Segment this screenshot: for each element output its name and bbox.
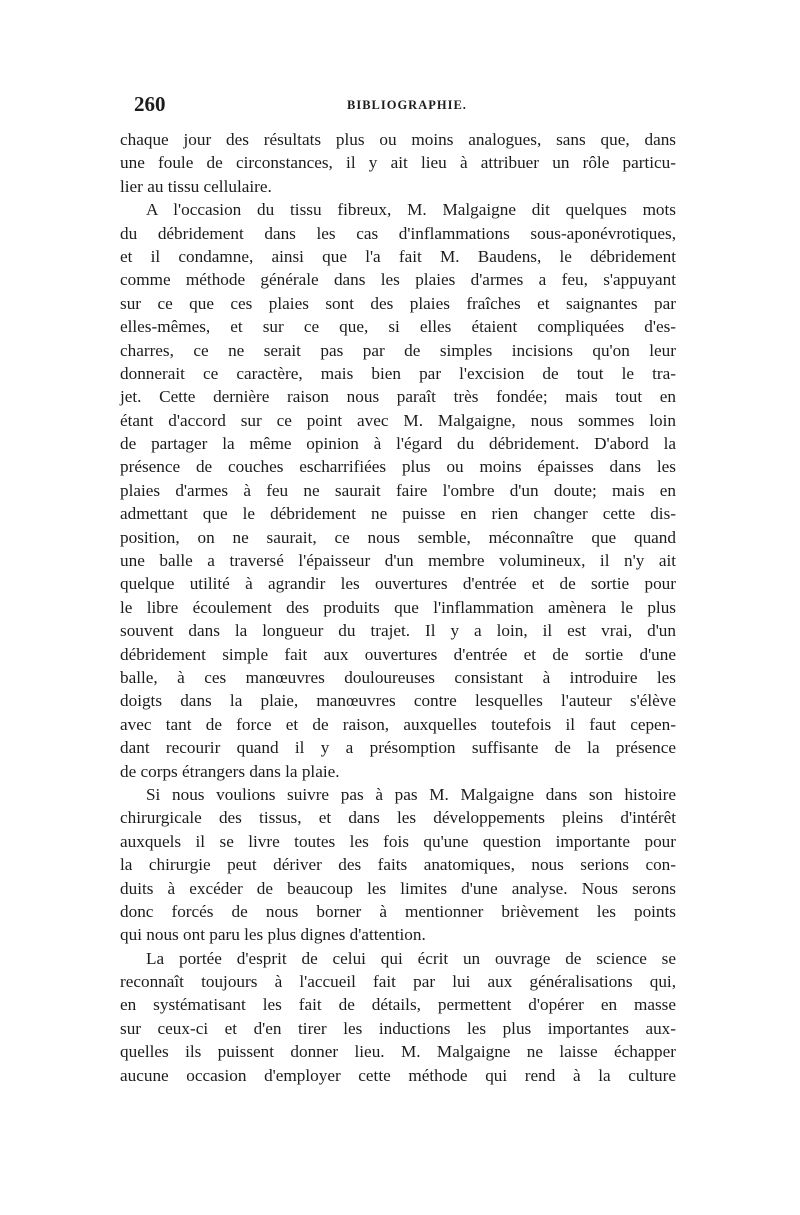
text-line: position, on ne saurait, ce nous semble, méconnaître que quand: [120, 527, 676, 547]
body-text: [120, 128, 676, 1087]
text-line: débridement simple fait aux ouvertures d'entrée et de sortie d'une: [120, 644, 676, 664]
text-line: duits à excéder de beaucoup les limites d'une analyse. Nous serons: [120, 878, 676, 898]
text-line: chaque jour des résultats plus ou moins analogues, sans que, dans: [120, 130, 676, 149]
text-line: présence de couches escharrifiées plus ou moins épaisses dans les: [120, 457, 676, 477]
text-line: plaies d'armes à feu ne saurait faire l'ombre d'un doute; mais en: [120, 480, 676, 500]
text-line: quelles ils puissent donner lieu. M. Malgaigne ne laisse échapper: [120, 1042, 676, 1062]
text-line: charres, ce ne serait pas par de simples incisions qu'on leur: [120, 340, 676, 360]
text-line: qui nous ont paru les plus dignes d'attention.: [120, 925, 426, 945]
text-line: sur ce que ces plaies sont des plaies fraîches et saignantes par: [120, 293, 676, 313]
text-line: dant recourir quand il y a présomption suffisante de la présence: [120, 738, 676, 758]
text-line: lier au tissu cellulaire.: [120, 176, 272, 196]
text-line: une foule de circonstances, il y ait lieu à attribuer un rôle particu-: [120, 153, 676, 173]
text-line: comme méthode générale dans les plaies d'armes a feu, s'appuyant: [120, 270, 676, 290]
page-number: 260: [134, 92, 166, 116]
running-head: BIBLIOGRAPHIE.: [347, 98, 467, 112]
text-line: de partager la même opinion à l'égard du débridement. D'abord la: [120, 434, 676, 454]
text-line: Si nous voulions suivre pas à pas M. Malgaigne dans son histoire: [146, 784, 676, 804]
text-line: de corps étrangers dans la plaie.: [120, 761, 340, 781]
text-line: donnerait ce caractère, mais bien par l'excision de tout le tra-: [120, 363, 676, 383]
text-line: aucune occasion d'employer cette méthode qui rend à la culture: [120, 1065, 676, 1085]
text-line: chirurgicale des tissus, et dans les développements pleins d'intérêt: [120, 808, 676, 828]
text-line: sur ceux-ci et d'en tirer les inductions les plus importantes aux-: [120, 1018, 676, 1038]
text-line: et il condamne, ainsi que l'a fait M. Baudens, le débridement: [120, 246, 676, 266]
text-line: La portée d'esprit de celui qui écrit un ouvrage de science se: [146, 948, 676, 968]
text-line: en systématisant les fait de détails, permettent d'opérer en masse: [120, 995, 676, 1015]
page-header: [120, 92, 676, 118]
text-line: le libre écoulement des produits que l'inflammation amènera le plus: [120, 597, 676, 617]
text-line: quelque utilité à agrandir les ouvertures d'entrée et de sortie pour: [120, 574, 676, 594]
text-line: balle, à ces manœuvres douloureuses consistant à introduire les: [120, 667, 676, 687]
text-line: admettant que le débridement ne puisse en rien changer cette dis-: [120, 504, 676, 524]
text-line: A l'occasion du tissu fibreux, M. Malgaigne dit quelques mots: [146, 200, 676, 220]
text-line: reconnaît toujours à l'accueil fait par lui aux généralisations qui,: [120, 972, 676, 992]
text-line: avec tant de force et de raison, auxquelles toutefois il faut cepen-: [120, 714, 676, 734]
text-line: une balle a traversé l'épaisseur d'un membre volumineux, il n'y ait: [120, 551, 676, 571]
text-line: du débridement dans les cas d'inflammations sous-aponévrotiques,: [120, 223, 676, 243]
text-line: auxquels il se livre toutes les fois qu'une question importante pour: [120, 831, 676, 851]
text-line: donc forcés de nous borner à mentionner brièvement les points: [120, 901, 676, 921]
text-line: doigts dans la plaie, manœuvres contre lesquelles l'auteur s'élève: [120, 691, 676, 711]
text-line: jet. Cette dernière raison nous paraît très fondée; mais tout en: [120, 387, 676, 407]
text-line: elles-mêmes, et sur ce que, si elles étaient compliquées d'es-: [120, 317, 676, 337]
text-line: la chirurgie peut dériver des faits anatomiques, nous serions con-: [120, 855, 676, 875]
text-line: souvent dans la longueur du trajet. Il y a loin, il est vrai, d'un: [120, 621, 676, 641]
text-line: étant d'accord sur ce point avec M. Malgaigne, nous sommes loin: [120, 410, 676, 430]
